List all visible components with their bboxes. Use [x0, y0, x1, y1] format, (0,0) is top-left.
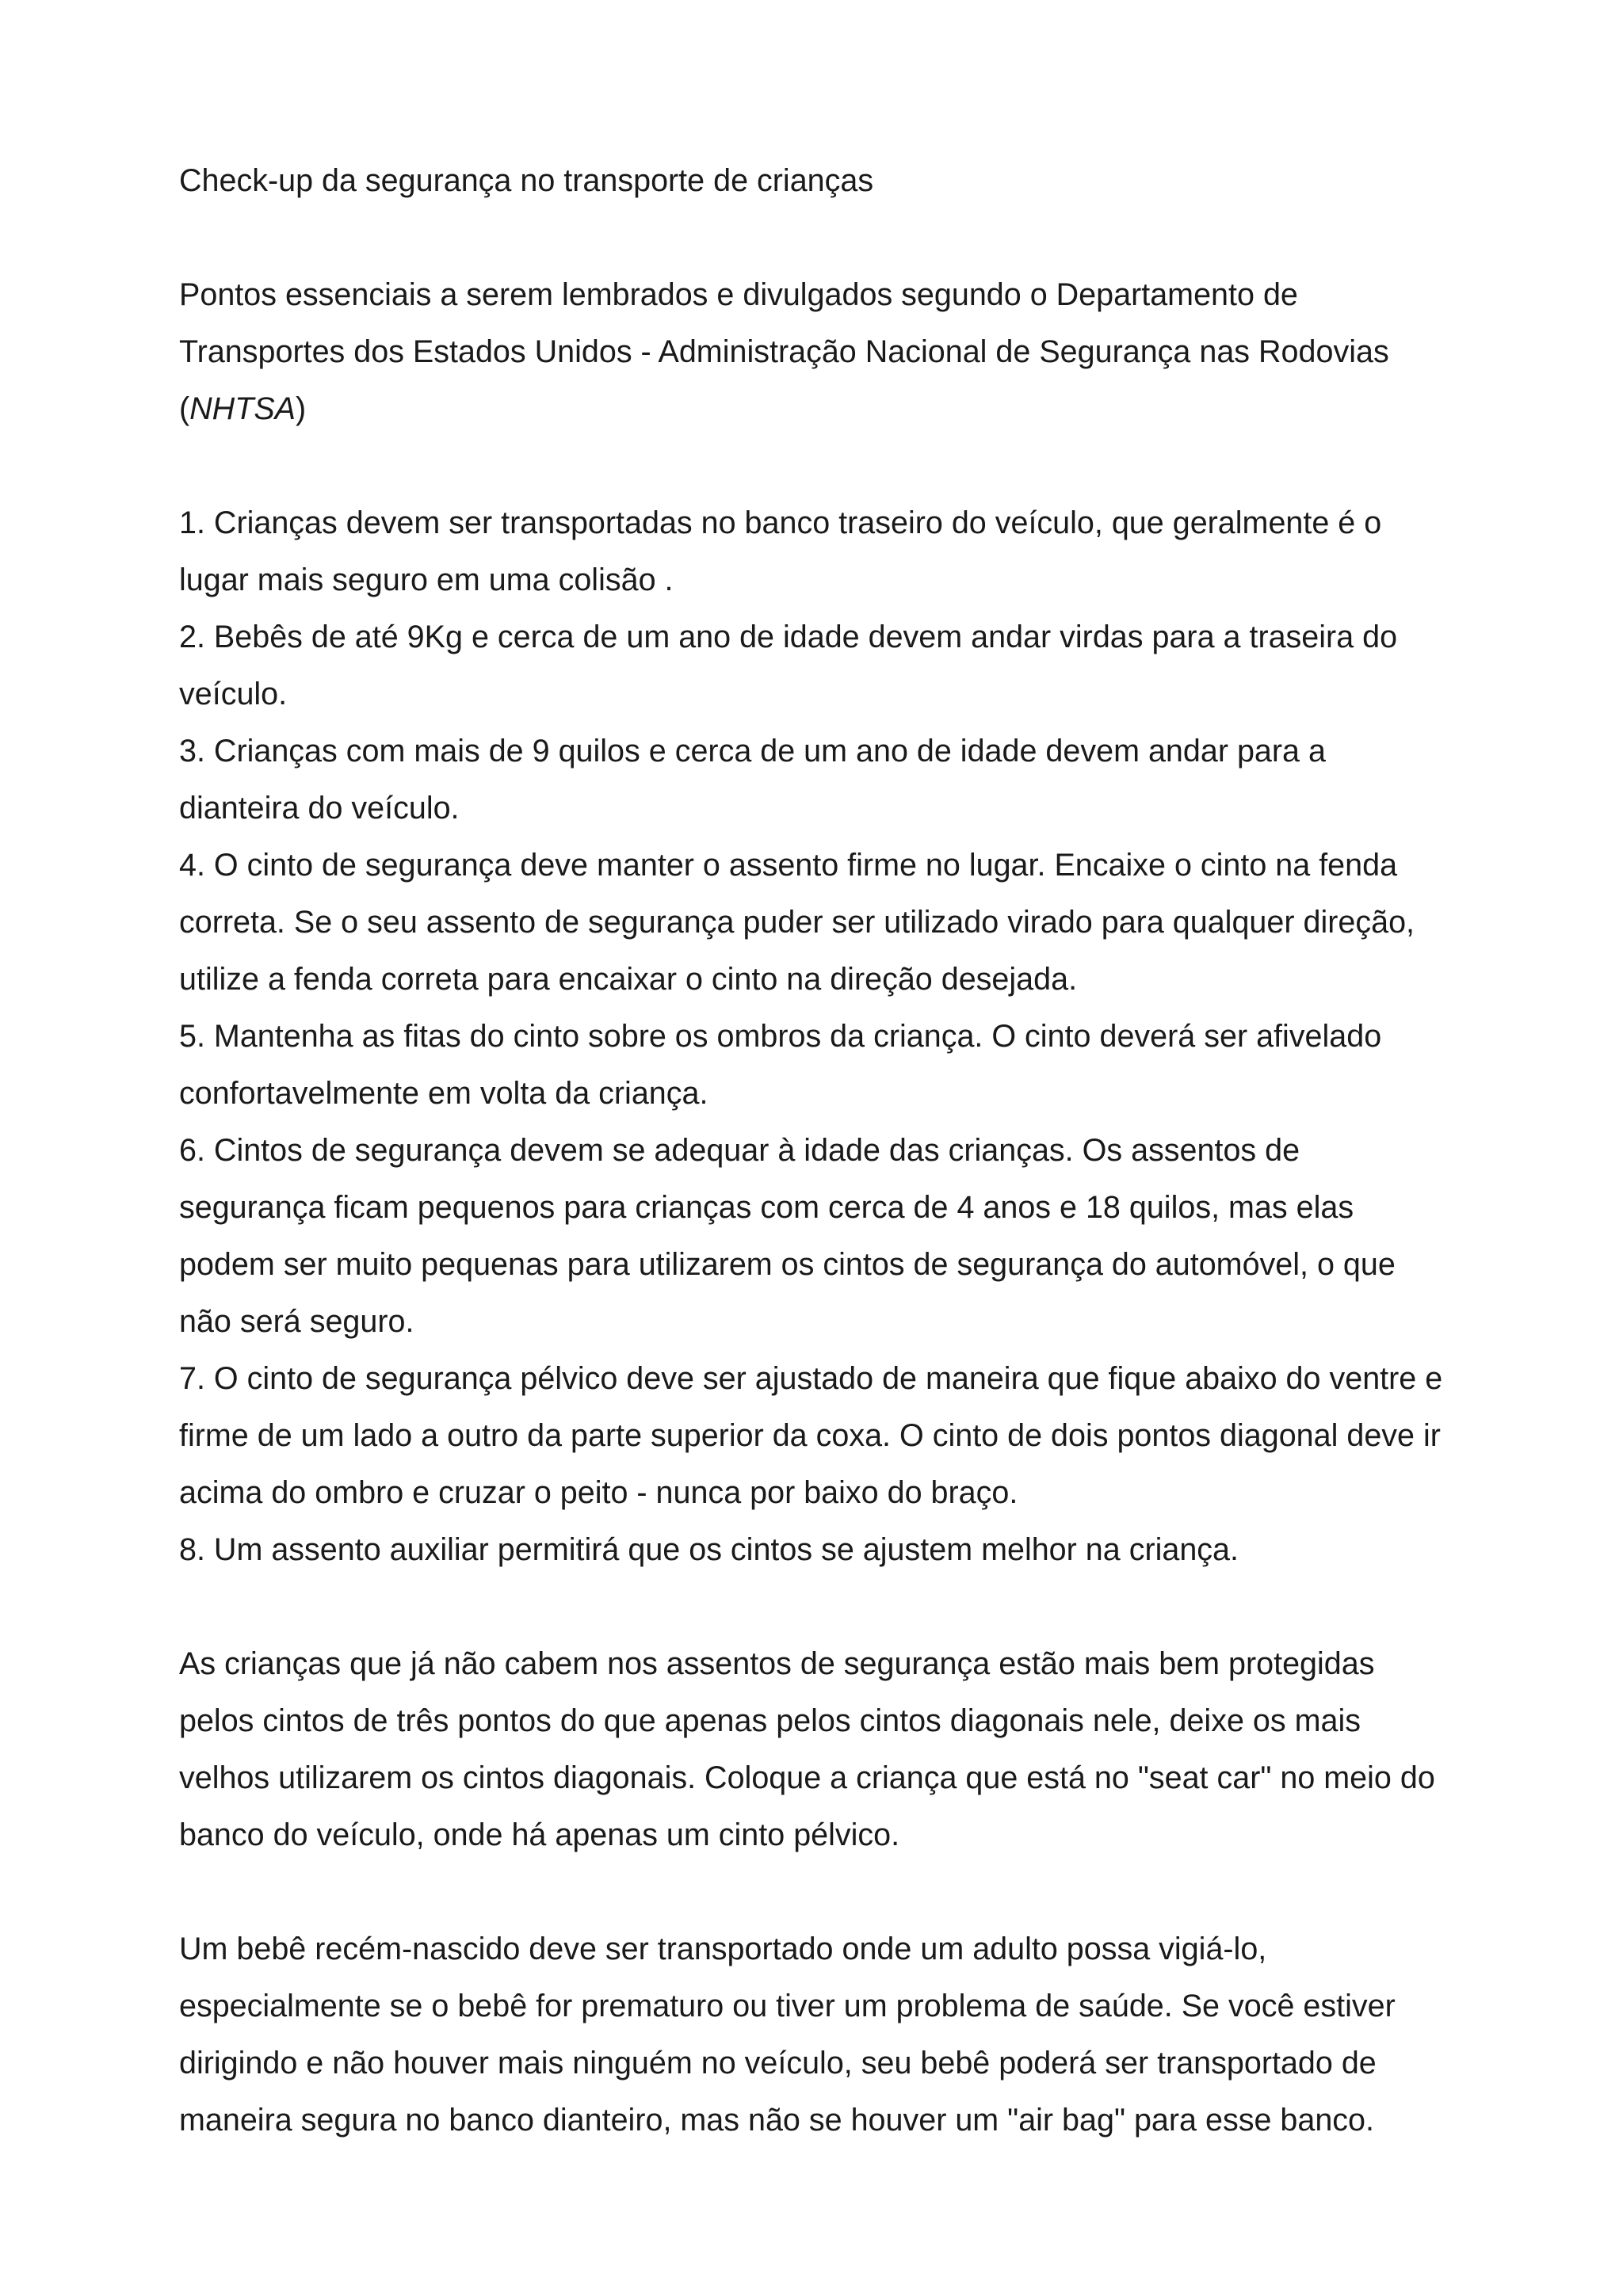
list-item: [179, 1350, 1526, 1521]
spacer: [179, 1863, 1526, 1920]
list-item-line: utilize a fenda correta para encaixar o cinto na direção desejada.: [179, 962, 1078, 997]
intro-paragraph: [179, 266, 1526, 437]
intro-line: [179, 380, 1526, 437]
list-item-line: lugar mais seguro em uma colisão .: [179, 563, 674, 597]
list-item-line: confortavelmente em volta da criança.: [179, 1076, 708, 1111]
intro-line: Transportes dos Estados Unidos - Administração Nacional de Segurança nas Rodovias: [179, 334, 1389, 369]
list-item: [179, 723, 1526, 837]
open-paren: (: [179, 391, 190, 426]
paragraph-line: As crianças que já não cabem nos assentos de segurança estão mais bem protegidas: [179, 1646, 1375, 1681]
paragraph-line: dirigindo e não houver mais ninguém no veículo, seu bebê poderá ser transportado de: [179, 2046, 1377, 2081]
list-item: [179, 608, 1526, 723]
list-item-line: 8. Um assento auxiliar permitirá que os cintos se ajustem melhor na criança.: [179, 1532, 1239, 1567]
list-item: [179, 1008, 1526, 1122]
list-item-line: veículo.: [179, 677, 288, 711]
list-item: [179, 1122, 1526, 1350]
paragraph-newborn: [179, 1920, 1526, 2149]
paragraph-line: especialmente se o bebê for prematuro ou tiver um problema de saúde. Se você estiver: [179, 1989, 1396, 2023]
document-title: Check-up da segurança no transporte de crianças: [179, 163, 874, 198]
spacer: [179, 1578, 1526, 1635]
list-item-line: podem ser muito pequenas para utilizarem os cintos de segurança do automóvel, o que: [179, 1247, 1396, 1282]
list-item: [179, 837, 1526, 1008]
list-item-line: correta. Se o seu assento de segurança puder ser utilizado virado para qualquer direção,: [179, 905, 1415, 940]
list-item-line: segurança ficam pequenos para crianças com cerca de 4 anos e 18 quilos, mas elas: [179, 1190, 1354, 1225]
numbered-list: [179, 494, 1526, 1578]
list-item-line: não será seguro.: [179, 1304, 414, 1339]
paragraph-older-children: [179, 1635, 1526, 1863]
list-item-line: 4. O cinto de segurança deve manter o assento firme no lugar. Encaixe o cinto na fenda: [179, 848, 1398, 883]
list-item-line: 7. O cinto de segurança pélvico deve ser ajustado de maneira que fique abaixo do ventre e: [179, 1361, 1443, 1396]
paragraph-line: Um bebê recém-nascido deve ser transportado onde um adulto possa vigiá-lo,: [179, 1932, 1267, 1966]
list-item-line: 5. Mantenha as fitas do cinto sobre os ombros da criança. O cinto deverá ser afivelado: [179, 1019, 1382, 1054]
spacer: [179, 209, 1526, 266]
paragraph-line: banco do veículo, onde há apenas um cinto pélvico.: [179, 1817, 900, 1852]
list-item: [179, 494, 1526, 608]
list-item-line: 2. Bebês de até 9Kg e cerca de um ano de idade devem andar virdas para a traseira do: [179, 620, 1398, 654]
paragraph-line: maneira segura no banco dianteiro, mas não se houver um "air bag" para esse banco.: [179, 2103, 1375, 2138]
list-item-line: dianteira do veículo.: [179, 791, 460, 826]
close-paren: ): [296, 391, 307, 426]
paragraph-line: velhos utilizarem os cintos diagonais. Coloque a criança que está no "seat car" no meio do: [179, 1760, 1435, 1795]
list-item-line: firme de um lado a outro da parte superior da coxa. O cinto de dois pontos diagonal deve ir: [179, 1418, 1441, 1453]
list-item-line: 6. Cintos de segurança devem se adequar à idade das crianças. Os assentos de: [179, 1133, 1300, 1168]
paragraph-line: pelos cintos de três pontos do que apenas pelos cintos diagonais nele, deixe os mais: [179, 1703, 1361, 1738]
list-item-line: acima do ombro e cruzar o peito - nunca por baixo do braço.: [179, 1475, 1018, 1510]
intro-line: Pontos essenciais a serem lembrados e divulgados segundo o Departamento de: [179, 277, 1298, 312]
list-item: [179, 1521, 1526, 1578]
document-page: [179, 152, 1526, 2149]
spacer: [179, 437, 1526, 494]
list-item-line: 1. Crianças devem ser transportadas no banco traseiro do veículo, que geralmente é o: [179, 505, 1382, 540]
acronym-nhtsa: NHTSA: [189, 391, 296, 426]
list-item-line: 3. Crianças com mais de 9 quilos e cerca de um ano de idade devem andar para a: [179, 734, 1326, 769]
